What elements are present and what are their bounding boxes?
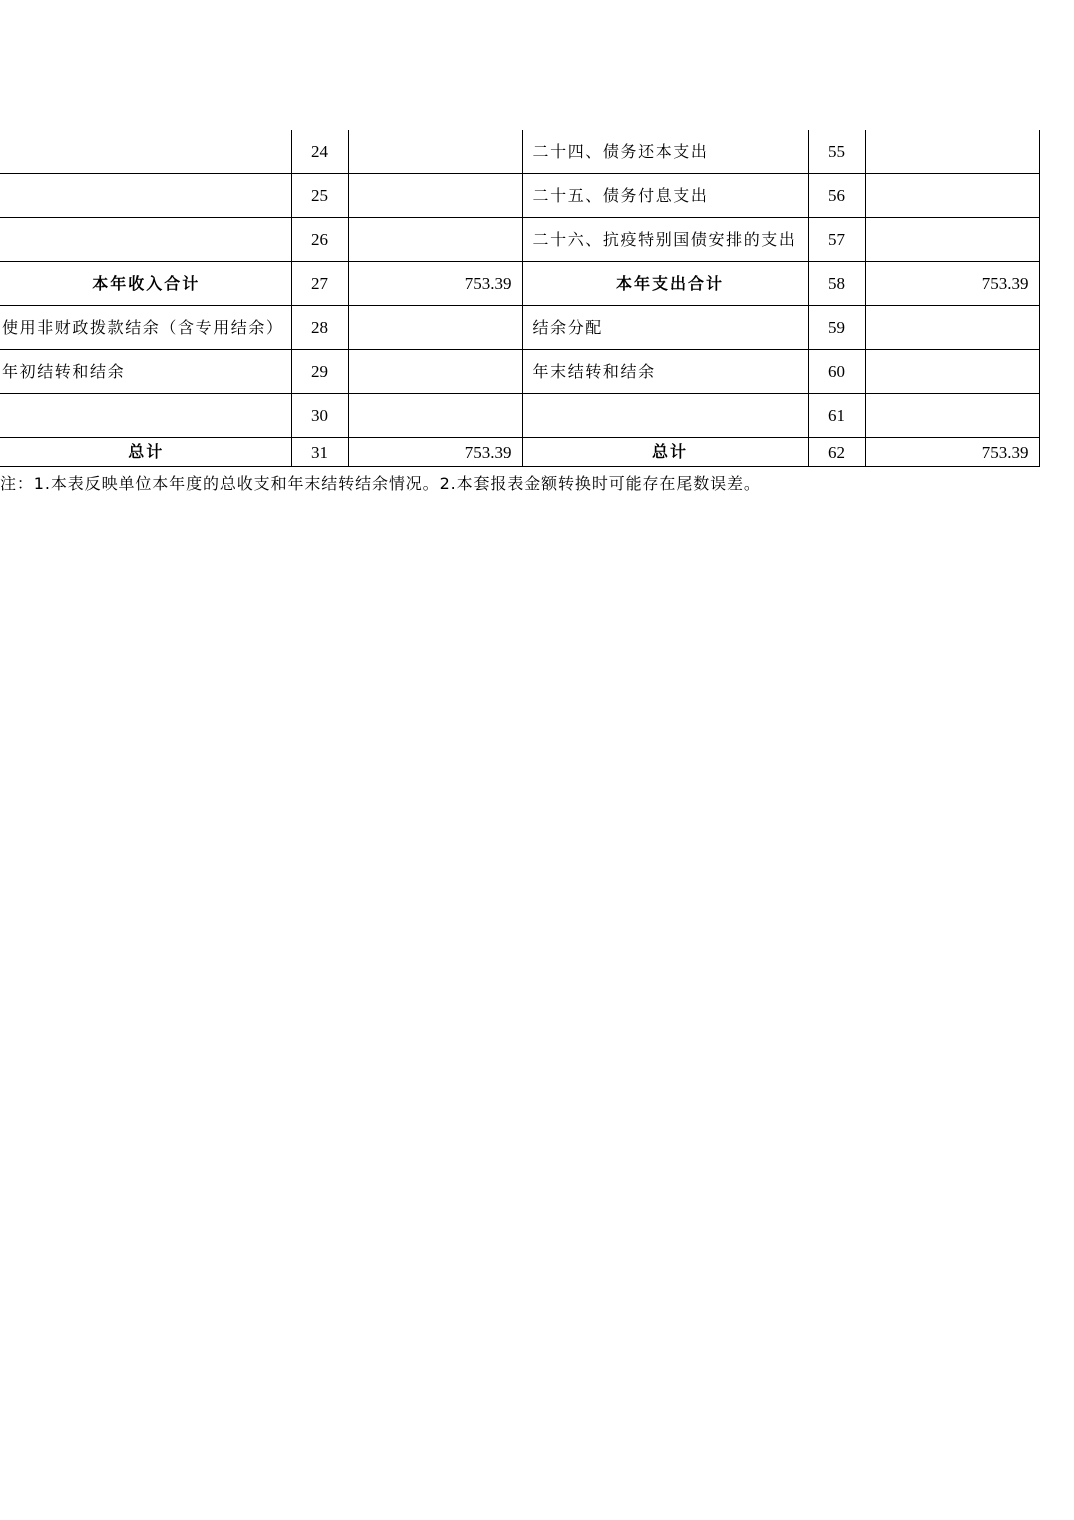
table-row bbox=[0, 130, 1039, 174]
expenditure-total-amount: 753.39 bbox=[865, 438, 1039, 467]
income-amount-cell bbox=[348, 306, 522, 350]
income-subtotal-amount: 753.39 bbox=[348, 262, 522, 306]
expenditure-line-number: 62 bbox=[808, 438, 865, 467]
income-line-number: 24 bbox=[291, 130, 348, 174]
expenditure-total-label: 总计 bbox=[522, 438, 808, 467]
income-item-cell bbox=[0, 218, 291, 262]
expenditure-item-cell: 年末结转和结余 bbox=[522, 350, 808, 394]
report-sheet bbox=[0, 130, 1040, 467]
income-item-cell: 年初结转和结余 bbox=[0, 350, 291, 394]
income-amount-cell bbox=[348, 394, 522, 438]
expenditure-line-number: 60 bbox=[808, 350, 865, 394]
income-amount-cell bbox=[348, 218, 522, 262]
expenditure-line-number: 56 bbox=[808, 174, 865, 218]
income-expenditure-table bbox=[0, 130, 1040, 467]
expenditure-amount-cell bbox=[865, 394, 1039, 438]
expenditure-amount-cell bbox=[865, 306, 1039, 350]
income-item-cell bbox=[0, 394, 291, 438]
income-total-amount: 753.39 bbox=[348, 438, 522, 467]
income-line-number: 27 bbox=[291, 262, 348, 306]
expenditure-line-number: 61 bbox=[808, 394, 865, 438]
expenditure-item-cell: 二十六、抗疫特别国债安排的支出 bbox=[522, 218, 808, 262]
expenditure-line-number: 58 bbox=[808, 262, 865, 306]
income-amount-cell bbox=[348, 174, 522, 218]
expenditure-line-number: 57 bbox=[808, 218, 865, 262]
subtotal-row bbox=[0, 262, 1039, 306]
expenditure-amount-cell bbox=[865, 130, 1039, 174]
table-row bbox=[0, 394, 1039, 438]
table-row bbox=[0, 306, 1039, 350]
income-line-number: 31 bbox=[291, 438, 348, 467]
expenditure-item-cell: 二十五、债务付息支出 bbox=[522, 174, 808, 218]
table-row bbox=[0, 350, 1039, 394]
income-amount-cell bbox=[348, 130, 522, 174]
table-row bbox=[0, 218, 1039, 262]
expenditure-item-cell: 二十四、债务还本支出 bbox=[522, 130, 808, 174]
income-subtotal-label: 本年收入合计 bbox=[0, 262, 291, 306]
expenditure-amount-cell bbox=[865, 174, 1039, 218]
income-line-number: 30 bbox=[291, 394, 348, 438]
total-row bbox=[0, 438, 1039, 467]
expenditure-subtotal-amount: 753.39 bbox=[865, 262, 1039, 306]
income-item-cell bbox=[0, 174, 291, 218]
income-line-number: 25 bbox=[291, 174, 348, 218]
expenditure-line-number: 55 bbox=[808, 130, 865, 174]
income-line-number: 28 bbox=[291, 306, 348, 350]
income-item-cell: 使用非财政拨款结余（含专用结余） bbox=[0, 306, 291, 350]
income-item-cell bbox=[0, 130, 291, 174]
income-line-number: 29 bbox=[291, 350, 348, 394]
expenditure-line-number: 59 bbox=[808, 306, 865, 350]
expenditure-amount-cell bbox=[865, 218, 1039, 262]
expenditure-amount-cell bbox=[865, 350, 1039, 394]
expenditure-subtotal-label: 本年支出合计 bbox=[522, 262, 808, 306]
income-amount-cell bbox=[348, 350, 522, 394]
expenditure-item-cell bbox=[522, 394, 808, 438]
income-line-number: 26 bbox=[291, 218, 348, 262]
income-total-label: 总计 bbox=[0, 438, 291, 467]
expenditure-item-cell: 结余分配 bbox=[522, 306, 808, 350]
table-row bbox=[0, 174, 1039, 218]
table-footnote: 注：1.本表反映单位本年度的总收支和年末结转结余情况。2.本套报表金额转换时可能存在尾数误差。 bbox=[0, 474, 761, 493]
